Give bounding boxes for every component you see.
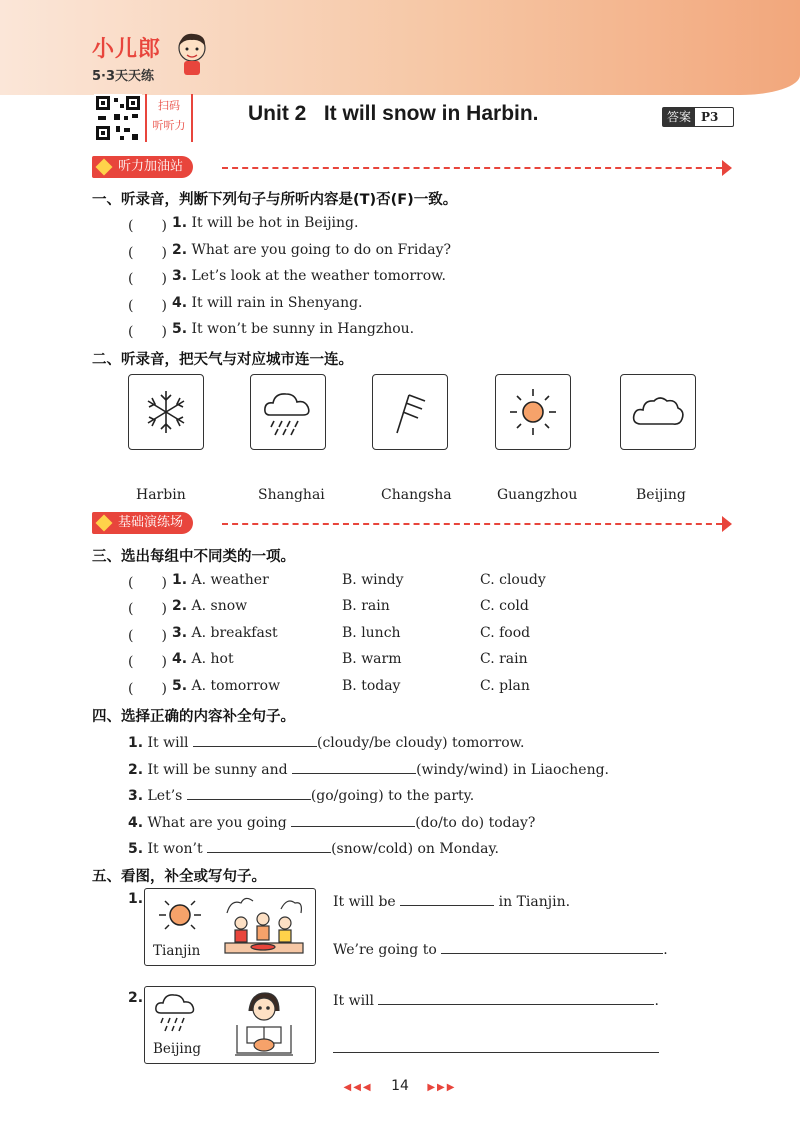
picture-sentence-2: [333, 1038, 659, 1057]
section-bar-listening: [92, 156, 732, 180]
sentence-start: It won’t: [143, 841, 208, 857]
picture-beijing: [144, 986, 316, 1064]
option-a: [172, 572, 269, 588]
item-number: 3.: [128, 788, 144, 804]
item-number: 1.: [128, 891, 144, 907]
answer-paren[interactable]: ( ): [128, 681, 167, 697]
answer-paren[interactable]: ( ): [128, 245, 167, 261]
part4-heading: 四、选择正确的内容补全句子。: [92, 709, 295, 725]
answer-blank[interactable]: [292, 759, 416, 774]
list-item: [172, 215, 358, 231]
answer-tag[interactable]: [662, 107, 734, 127]
sentence-end: .: [663, 942, 668, 958]
sentence-start: Let’s: [143, 788, 187, 804]
answer-blank[interactable]: [333, 1038, 659, 1053]
item-text: What are you going to do on Friday?: [187, 242, 452, 258]
item-number: 4.: [128, 815, 144, 831]
option-a-text: A. weather: [191, 572, 269, 588]
arrows-left-icon: ◀◀◀: [343, 1082, 373, 1093]
city-label: Harbin: [136, 487, 186, 503]
page-number-value: 14: [391, 1078, 409, 1094]
part3-heading: 三、选出每组中不同类的一项。: [92, 549, 295, 565]
sentence-end: (windy/wind) in Liaocheng.: [416, 762, 610, 778]
cloud-icon: [630, 392, 686, 432]
list-item: [172, 242, 451, 258]
option-b: B. rain: [342, 598, 390, 614]
item-number: 5.: [128, 841, 144, 857]
section-divider: [222, 523, 722, 525]
item-text: Let’s look at the weather tomorrow.: [187, 268, 446, 284]
sentence-start: It will: [143, 735, 193, 751]
item-number: 5.: [172, 678, 188, 694]
answer-paren[interactable]: ( ): [128, 271, 167, 287]
fill-sentence: [128, 785, 474, 804]
picture-sentence-1: [333, 990, 659, 1009]
answer-paren[interactable]: ( ): [128, 324, 167, 340]
section-bar-basic: [92, 512, 732, 536]
sentence-start: It will be: [333, 894, 401, 910]
city-label: Changsha: [381, 487, 452, 503]
option-b: B. windy: [342, 572, 404, 588]
option-a: [172, 651, 234, 667]
scan-label-line2: 听听力: [152, 119, 186, 132]
section-label-listening: 听力加油站: [92, 156, 193, 178]
picture-city-label: Tianjin: [153, 943, 201, 959]
option-a: [172, 625, 278, 641]
sentence-end: (cloudy/be cloudy) tomorrow.: [317, 735, 525, 751]
item-number: 5.: [172, 321, 188, 337]
item-number: 2.: [128, 762, 144, 778]
answer-paren[interactable]: ( ): [128, 654, 167, 670]
sentence-end: (snow/cold) on Monday.: [331, 841, 499, 857]
brand-name: 小儿郎: [92, 37, 162, 62]
item-text: It will be hot in Beijing.: [187, 215, 359, 231]
answer-paren[interactable]: ( ): [128, 218, 167, 234]
option-c: C. cold: [480, 598, 529, 614]
fill-sentence: [128, 838, 499, 857]
item-number: 3.: [172, 625, 188, 641]
scan-label: [145, 94, 193, 142]
section-label-basic: 基础演练场: [92, 512, 193, 534]
rain-cloud-icon: [260, 387, 316, 437]
list-item: [172, 295, 363, 311]
answer-paren[interactable]: ( ): [128, 298, 167, 314]
arrow-right-icon: [722, 516, 732, 532]
picnic-children-icon: [221, 893, 307, 959]
item-number: 2.: [172, 598, 188, 614]
option-b: B. lunch: [342, 625, 401, 641]
answer-blank[interactable]: [291, 812, 415, 827]
item-text: It won’t be sunny in Hangzhou.: [187, 321, 415, 337]
city-label: Shanghai: [258, 487, 325, 503]
option-c: C. plan: [480, 678, 530, 694]
sentence-end: in Tianjin.: [494, 894, 571, 910]
answer-paren[interactable]: ( ): [128, 628, 167, 644]
item-number: 2.: [172, 242, 188, 258]
item-number: 1.: [172, 572, 188, 588]
sun-icon: [157, 895, 203, 935]
fill-sentence: [128, 812, 535, 831]
item-number: 1.: [128, 735, 144, 751]
option-c: C. cloudy: [480, 572, 546, 588]
brand-subtitle: 5·3天天练: [92, 69, 155, 84]
answer-paren[interactable]: ( ): [128, 601, 167, 617]
option-b: B. today: [342, 678, 401, 694]
picture-tianjin: [144, 888, 316, 966]
answer-blank[interactable]: [187, 785, 311, 800]
sun-icon: [506, 385, 560, 439]
sentence-end: (go/going) to the party.: [310, 788, 475, 804]
answer-blank[interactable]: [378, 990, 654, 1005]
option-a-text: A. tomorrow: [191, 678, 281, 694]
part2-heading: 二、听录音，把天气与对应城市连一连。: [92, 352, 353, 368]
answer-label: 答案: [663, 108, 695, 126]
part1-heading: 一、听录音，判断下列句子与所听内容是(T)否(F)一致。: [92, 192, 458, 208]
fill-sentence: [128, 732, 524, 751]
answer-blank[interactable]: [193, 732, 317, 747]
answer-blank[interactable]: [441, 939, 663, 954]
weather-box-rain[interactable]: [250, 374, 326, 450]
arrow-right-icon: [722, 160, 732, 176]
weather-box-snow[interactable]: [128, 374, 204, 450]
item-number: 4.: [172, 295, 188, 311]
option-a: [172, 678, 280, 694]
mascot-boy-icon: [172, 30, 212, 78]
answer-blank[interactable]: [400, 891, 494, 906]
option-b: B. warm: [342, 651, 402, 667]
option-c: C. rain: [480, 651, 528, 667]
qr-code-icon[interactable]: [94, 94, 142, 142]
answer-page: P3: [701, 110, 719, 124]
weather-box-cloud[interactable]: [620, 374, 696, 450]
list-item: [172, 268, 446, 284]
section-divider: [222, 167, 722, 169]
item-text: It will rain in Shenyang.: [187, 295, 363, 311]
picture-sentence-2: [333, 939, 668, 958]
brand-logo: [92, 32, 161, 84]
page-title: Unit 2 It will snow in Harbin.: [248, 102, 539, 125]
option-a-text: A. snow: [191, 598, 248, 614]
option-a-text: A. hot: [191, 651, 234, 667]
option-c: C. food: [480, 625, 531, 641]
fill-sentence: [128, 759, 609, 778]
rain-cloud-icon: [153, 991, 201, 1033]
picture-sentence-1: [333, 891, 570, 910]
arrows-right-icon: ▶▶▶: [427, 1082, 457, 1093]
page-number: [0, 1078, 800, 1094]
weather-box-sun[interactable]: [495, 374, 571, 450]
option-a-text: A. breakfast: [191, 625, 278, 641]
picture-city-label: Beijing: [153, 1041, 202, 1057]
city-label: Beijing: [636, 487, 686, 503]
city-label: Guangzhou: [497, 487, 578, 503]
sentence-start: It will be sunny and: [143, 762, 293, 778]
weather-box-wind[interactable]: [372, 374, 448, 450]
sentence-end: .: [654, 993, 659, 1009]
answer-blank[interactable]: [207, 838, 331, 853]
part5-heading: 五、看图，补全或写句子。: [92, 869, 266, 885]
item-number: 1.: [172, 215, 188, 231]
list-item: [172, 321, 414, 337]
sentence-start: It will: [333, 993, 379, 1009]
sentence-start: What are you going: [143, 815, 292, 831]
snowflake-icon: [141, 387, 191, 437]
option-a: [172, 598, 247, 614]
item-number: 3.: [172, 268, 188, 284]
item-number: 4.: [172, 651, 188, 667]
sentence-start: We’re going to: [333, 942, 442, 958]
sentence-end: (do/to do) today?: [415, 815, 536, 831]
scan-label-line1: 扫码: [158, 99, 180, 112]
item-number: 2.: [128, 990, 144, 1006]
girl-reading-icon: [227, 989, 301, 1059]
wind-icon: [385, 387, 435, 437]
answer-paren[interactable]: ( ): [128, 575, 167, 591]
